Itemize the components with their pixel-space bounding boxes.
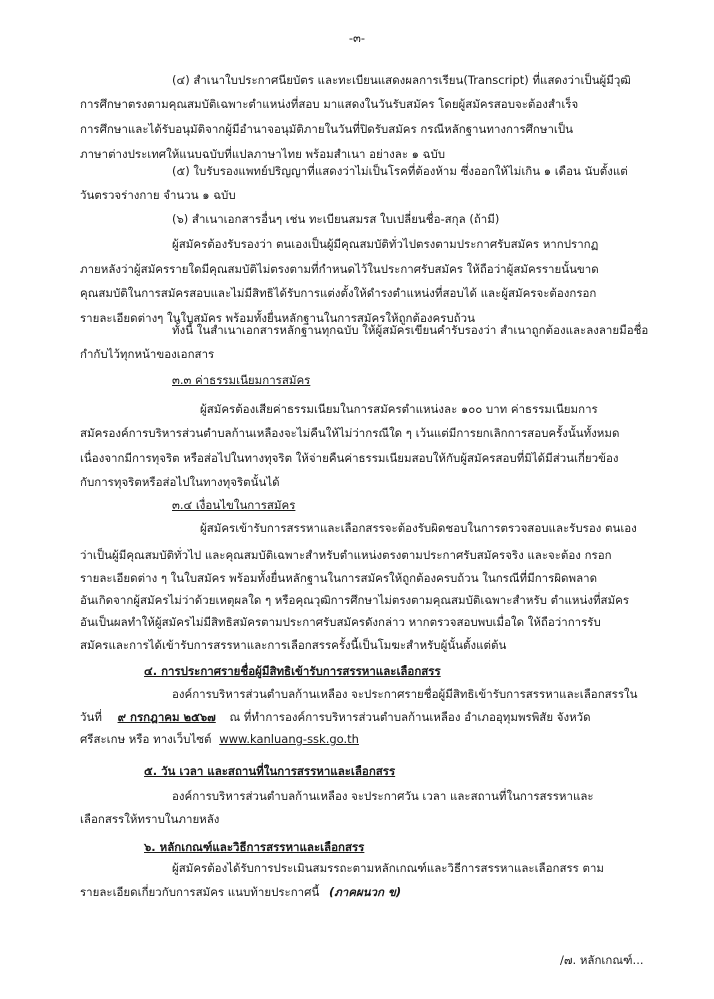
item4-line-1: (๔) สำเนาใบประกาศนียบัตร และทะเบียนแสดงผลการเรียน(Transcript) ที่แสดงว่าเป็นผู้มีวุฒิ	[172, 73, 631, 87]
annex-reference: (ภาคผนวก ข)	[328, 885, 402, 899]
item6-line: (๖) สำเนาเอกสารอื่นๆ เช่น ทะเบียนสมรส ใบเปลี่ยนชื่อ-สกุล (ถ้ามี)	[172, 212, 500, 226]
section-3-4-heading: ๓.๔ เงื่อนไขในการสมัคร	[172, 498, 296, 512]
s34-line-5: อันเป็นผลทำให้ผู้สมัครไม่มีสิทธิสมัครตามประกาศรับสมัครดังกล่าว หากตรวจสอบพบเมื่อใด ให้ถือว่าการรับ	[80, 615, 601, 629]
s4-day-label: วันที่	[80, 710, 102, 724]
s33-line-4: กับการทุจริตหรือส่อไปในทางทุจริตนั้นได้	[80, 475, 280, 489]
s6-line-1: ผู้สมัครต้องได้รับการประเมินสมรรถะตามหลักเกณฑ์และวิธีการสรรหาและเลือกสรร ตาม	[172, 861, 604, 875]
item4-line-3: การศึกษาและได้รับอนุมัติจากผู้มีอำนาจอนุมัติภายในวันที่ปิดรับสมัคร กรณีหลักฐานทางการศึกษาเป็น	[80, 122, 574, 136]
section-3-3-heading: ๓.๓ ค่าธรรมเนียมการสมัคร	[172, 373, 311, 387]
s34-line-1: ผู้สมัครเข้ารับการสรรหาและเลือกสรรจะต้องรับผิดชอบในการตรวจสอบและรับรอง ตนเอง	[200, 521, 637, 535]
s34-line-3: รายละเอียดต่าง ๆ ในใบสมัคร พร้อมทั้งยื่นหลักฐานในการสมัครให้ถูกต้องครบถ้วน ในกรณีที่มีการผิดพลาด	[80, 571, 598, 585]
item4-line-2: การศึกษาตรงตามคุณสมบัติเฉพาะตำแหน่งที่สอบ มาแสดงในวันรับสมัคร โดยผู้สมัครสอบจะต้องสำเร็จ	[80, 97, 579, 111]
s5-line-1: องค์การบริหารส่วนตำบลก้านเหลือง จะประกาศวัน เวลา และสถานที่ในการสรรหาและ	[172, 789, 594, 803]
s4-line-1: องค์การบริหารส่วนตำบลก้านเหลือง จะประกาศรายชื่อผู้มีสิทธิเข้ารับการสรรหาและเลือกสรรใน	[172, 687, 638, 701]
s33-line-2: สมัครองค์การบริหารส่วนตำบลก้านเหลืองจะไม่คืนให้ไม่ว่ากรณีใด ๆ เว้นแต่มีการยกเลิกการสอบครั้งนั้นทั้งหมด	[80, 426, 620, 440]
s4-line-2-rest: ณ ที่ทำการองค์การบริหารส่วนตำบลก้านเหลือง อำเภออุทุมพรพิสัย จังหวัด	[229, 710, 591, 724]
item4-line-4: ภาษาต่างประเทศให้แนบฉบับที่แปลภาษาไทย พร้อมสำเนา อย่างละ ๑ ฉบับ	[80, 147, 446, 161]
copies-line-1: ทั้งนี้ ในสำเนาเอกสารหลักฐานทุกฉบับ ให้ผู้สมัครเขียนคำรับรองว่า สำเนาถูกต้องและลงลายมือชื่อ	[172, 323, 649, 337]
s6-line-2-prefix: รายละเอียดเกี่ยวกับการสมัคร แนบท้ายประกาศนี้	[80, 885, 320, 899]
certify-line-1: ผู้สมัครต้องรับรองว่า ตนเองเป็นผู้มีคุณสมบัติทั่วไปตรงตามประกาศรับสมัคร หากปรากฏ	[172, 237, 599, 251]
website-link[interactable]: www.kanluang-ssk.go.th	[219, 732, 359, 746]
item5-line-1: (๕) ใบรับรองแพทย์ปริญญาที่แสดงว่าไม่เป็นโรคที่ต้องห้าม ซึ่งออกให้ไม่เกิน ๑ เดือน นับตั้งแต่	[172, 164, 628, 178]
s33-line-1: ผู้สมัครต้องเสียค่าธรรมเนียมในการสมัครตำแหน่งละ ๑๐๐ บาท ค่าธรรมเนียมการ	[200, 402, 598, 416]
continuation-footer: /๗. หลักเกณฑ์...	[560, 953, 644, 967]
certify-line-2: ภายหลังว่าผู้สมัครรายใดมีคุณสมบัติไม่ตรงตามที่กำหนดไว้ในประกาศรับสมัคร ให้ถือว่าผู้สมัครรายนั้นขาด	[80, 262, 599, 276]
s34-line-2: ว่าเป็นผู้มีคุณสมบัติทั่วไป และคุณสมบัติเฉพาะสำหรับตำแหน่งตรงตามประกาศรับสมัครจริง และจะต้อง กรอก	[80, 548, 612, 562]
s33-line-3: เนื่องจากมีการทุจริต หรือส่อไปในทางทุจริต ให้จ่ายคืนค่าธรรมเนียมสอบให้กับผู้สมัครสอบที่มิได้มีส่วนเกี่ยวข้อง	[80, 451, 619, 465]
section-5-heading: ๕. วัน เวลา และสถานที่ในการสรรหาและเลือกสรร	[144, 764, 396, 778]
section-6-heading: ๖. หลักเกณฑ์และวิธีการสรรหาและเลือกสรร	[144, 840, 365, 854]
s4-line-3	[80, 731, 359, 747]
copies-line-2: กำกับไว้ทุกหน้าของเอกสาร	[80, 347, 215, 361]
announcement-date: ๙ กรกฎาคม ๒๕๖๗	[117, 710, 216, 724]
certify-line-4: รายละเอียดต่างๆ ในใบสมัคร พร้อมทั้งยื่นหลักฐานในการสมัครให้ถูกต้องครบถ้วน	[80, 311, 475, 325]
s5-line-2: เลือกสรรให้ทราบในภายหลัง	[80, 812, 220, 826]
item5-line-2: วันตรวจร่างกาย จำนวน ๑ ฉบับ	[80, 188, 236, 202]
s34-line-4: อันเกิดจากผู้สมัครไม่ว่าด้วยเหตุผลใด ๆ หรือคุณวุฒิการศึกษาไม่ตรงตามคุณสมบัติเฉพาะสำหรับ ตำแหน่งที่สมัคร	[80, 593, 630, 607]
s6-line-2	[80, 884, 401, 900]
certify-line-3: คุณสมบัติในการสมัครสอบและไม่มีสิทธิได้รับการแต่งตั้งให้ดำรงตำแหน่งที่สอบได้ และผู้สมัครจะต้องกรอก	[80, 286, 597, 300]
s34-line-6: สมัครและการได้เข้ารับการสรรหาและการเลือกสรรครั้งนี้เป็นโมฆะสำหรับผู้นั้นตั้งแต่ต้น	[80, 638, 507, 652]
page-number: -๓-	[348, 31, 366, 45]
s4-line-3-prefix: ศรีสะเกษ หรือ ทางเว็บไซต์	[80, 732, 212, 746]
section-4-heading: ๔. การประกาศรายชื่อผู้มีสิทธิเข้ารับการสรรหาและเลือกสรร	[144, 664, 441, 678]
s4-line-2	[80, 709, 591, 725]
